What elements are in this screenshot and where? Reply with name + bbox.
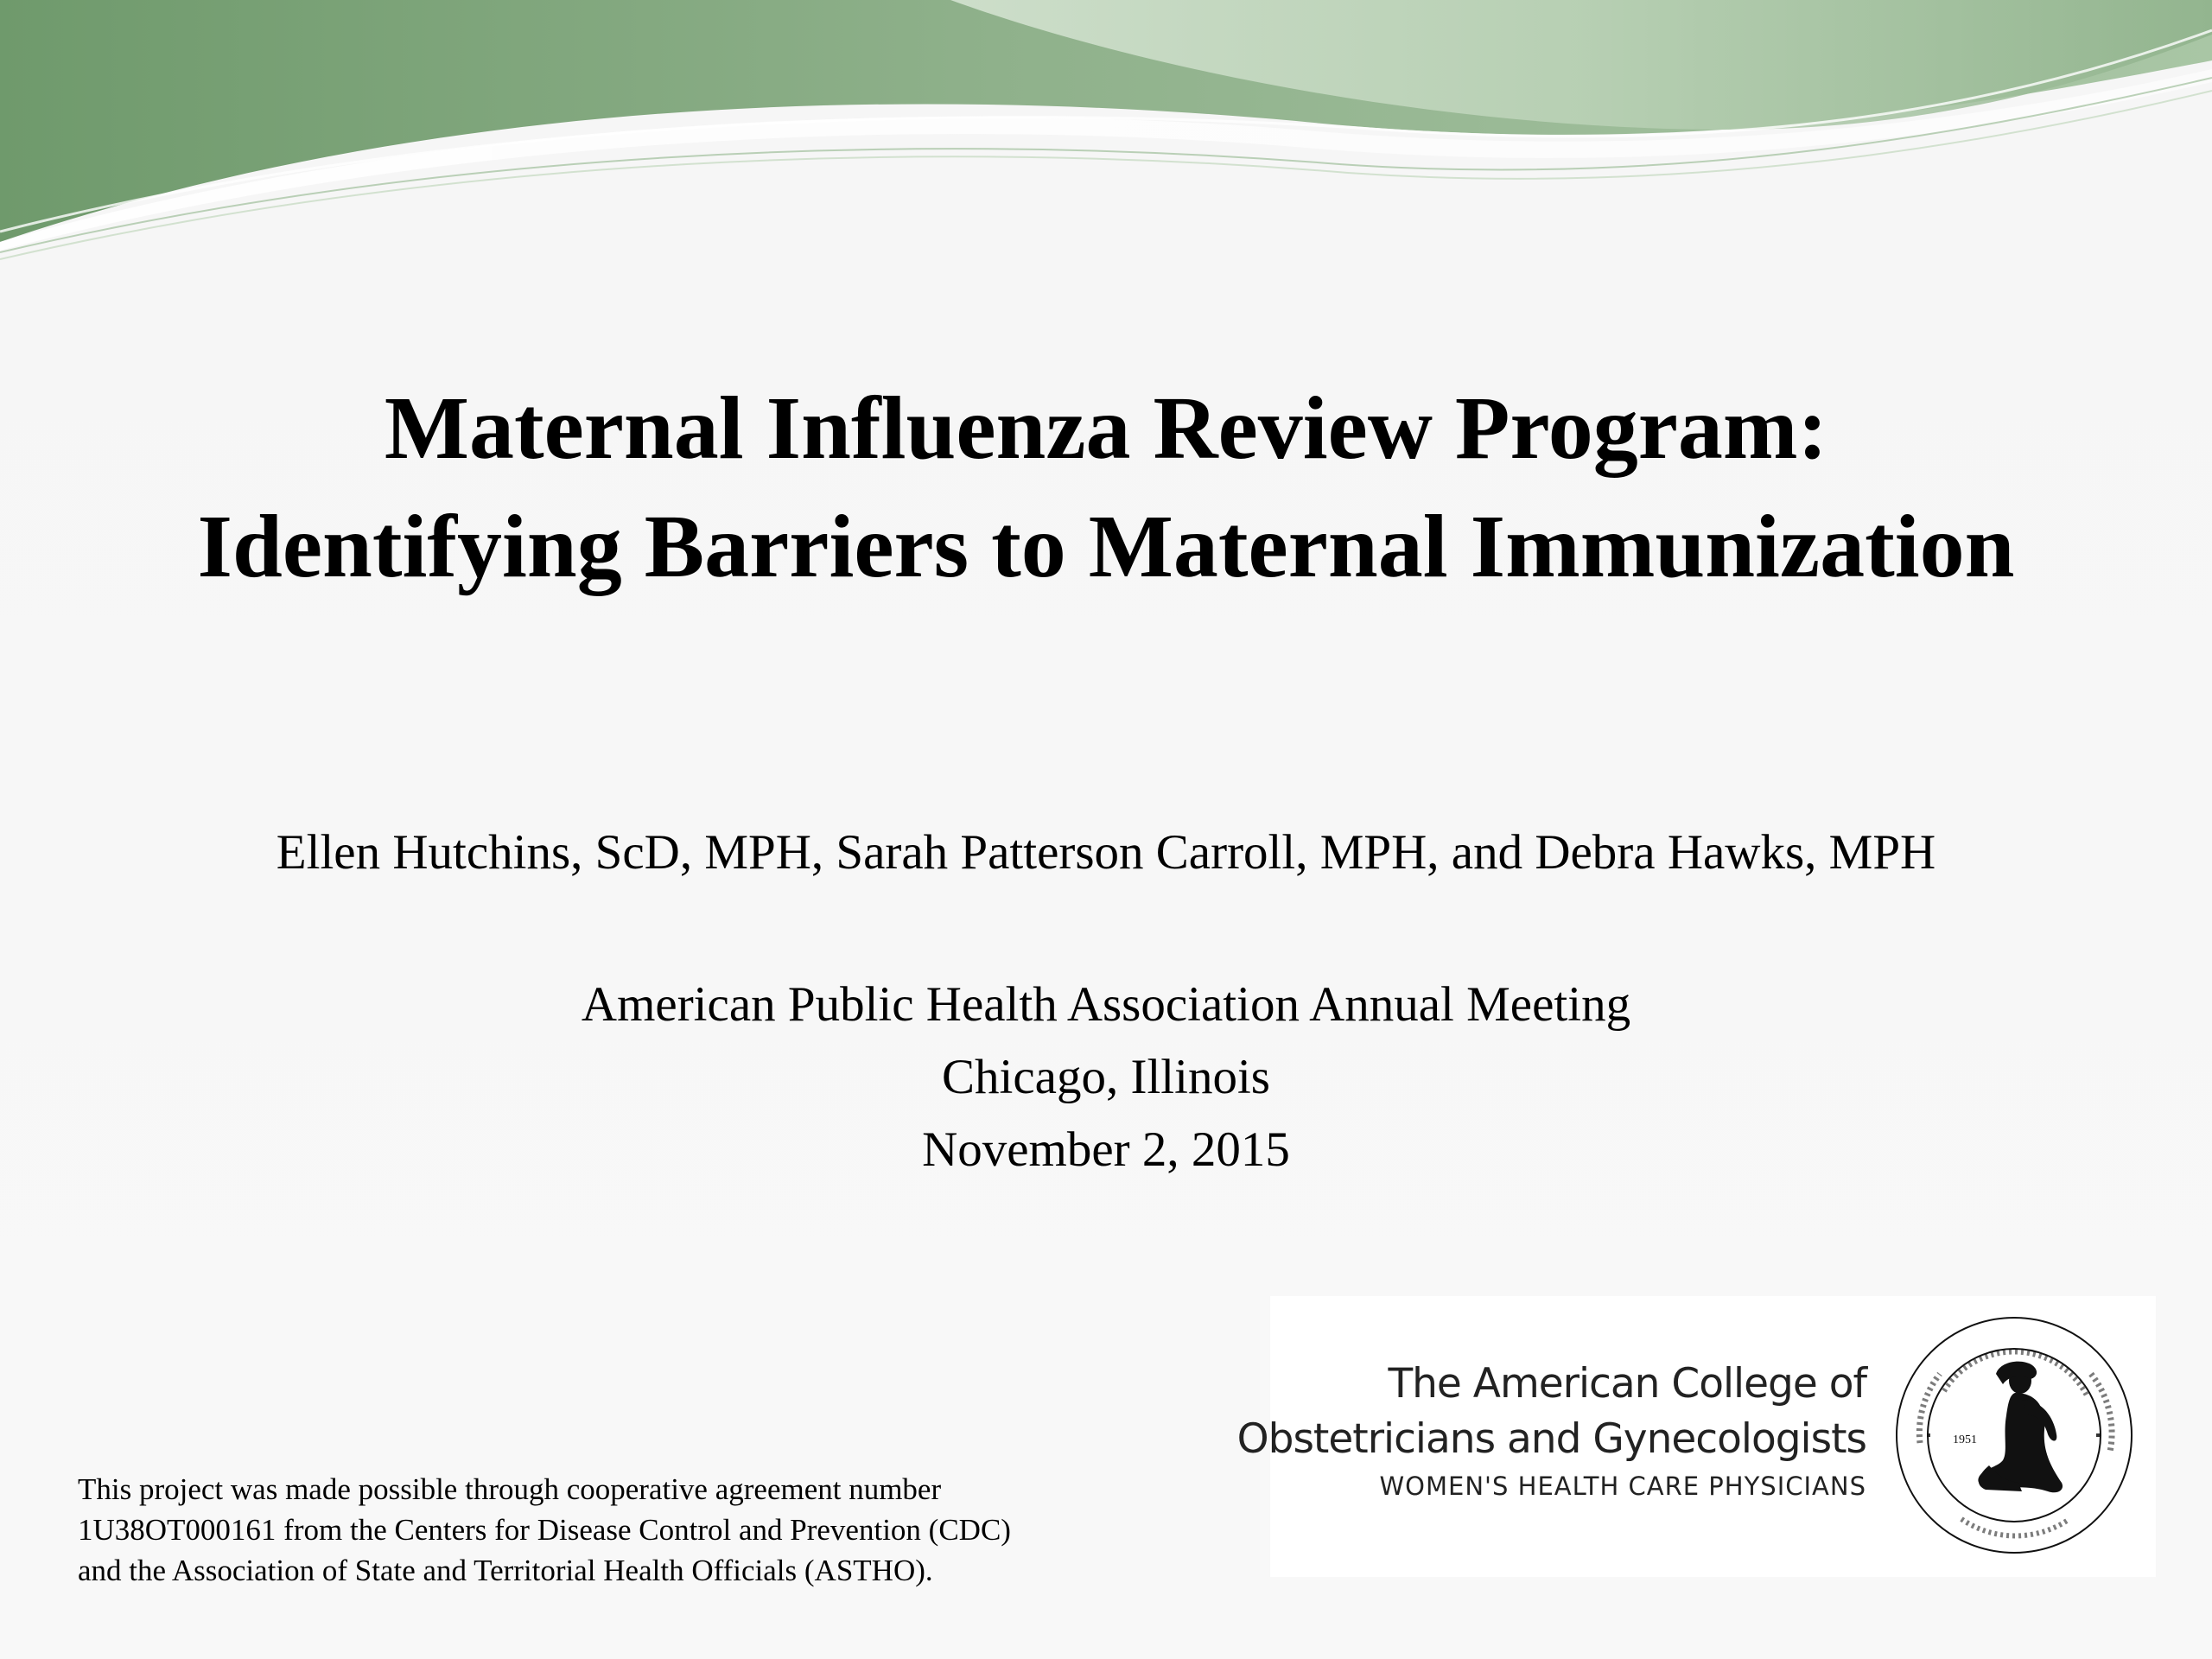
meeting-date: November 2, 2015 — [922, 1122, 1290, 1177]
meeting-location: Chicago, Illinois — [942, 1050, 1270, 1104]
slide-title-line-1: Maternal Influenza Review Program: — [384, 378, 1828, 478]
slide-title-line-2: Identifying Barriers to Maternal Immunization — [197, 497, 2015, 596]
funding-line-3: and the Association of State and Territorial Health Officials (ASTHO). — [78, 1554, 933, 1587]
funding-acknowledgement — [78, 1469, 1201, 1591]
logo-tagline: WOMEN'S HEALTH CARE PHYSICIANS — [1379, 1471, 1866, 1501]
header-wave-decoration — [0, 0, 2212, 276]
funding-line-2: 1U38OT000161 from the Centers for Disease Control and Prevention (CDC) — [78, 1513, 1011, 1547]
logo-name-line-1: The American College of — [1388, 1360, 1866, 1408]
funding-line-1: This project was made possible through cooperative agreement number — [78, 1472, 942, 1506]
acog-logo — [1236, 1296, 2156, 1577]
acog-logo-text — [1237, 1357, 1866, 1505]
authors-line: Ellen Hutchins, ScD, MPH, Sarah Patterson Carroll, MPH, and Debra Hawks, MPH — [276, 825, 1936, 880]
acog-seal-icon — [1892, 1313, 2136, 1557]
seal-year: 1951 — [1953, 1433, 1977, 1446]
meeting-name: American Public Health Association Annual Meeting — [581, 977, 1631, 1032]
logo-name-line-2: Obstetricians and Gynecologists — [1236, 1415, 1866, 1463]
